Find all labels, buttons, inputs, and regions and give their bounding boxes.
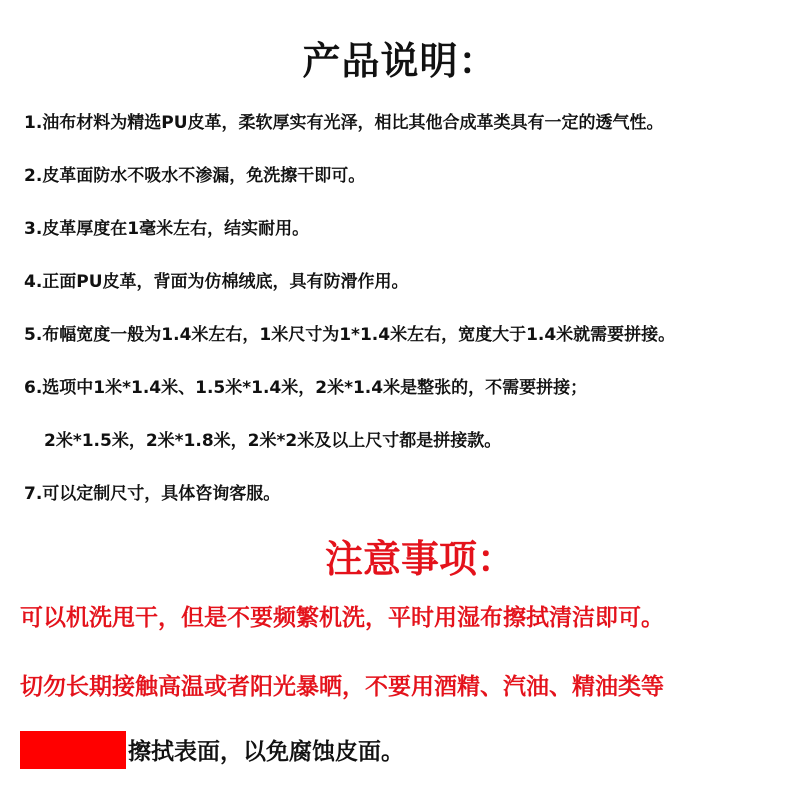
- spec-item-1: 1.油布材料为精选PU皮革，柔软厚实有光泽，相比其他合成革类具有一定的透气性。: [24, 113, 664, 133]
- redaction-block: [20, 731, 126, 769]
- spec-item-2: 2.皮革面防水不吸水不渗漏，免洗擦干即可。: [24, 166, 366, 186]
- spec-item-3: 3.皮革厚度在1毫米左右，结实耐用。: [24, 219, 310, 239]
- spec-item-7: 7.可以定制尺寸，具体咨询客服。: [24, 484, 281, 504]
- spec-item-6-continuation: 2米*1.5米，2米*1.8米，2米*2米及以上尺寸都是拼接款。: [44, 431, 502, 451]
- notice-line-3: 擦拭表面，以免腐蚀皮面。: [128, 739, 404, 765]
- notice-title: 注意事项：: [324, 537, 515, 581]
- spec-item-6: 6.选项中1米*1.4米、1.5米*1.4米，2米*1.4米是整张的，不需要拼接；: [24, 378, 588, 398]
- page-title: 产品说明：: [302, 39, 498, 83]
- spec-item-4: 4.正面PU皮革，背面为仿棉绒底，具有防滑作用。: [24, 272, 409, 292]
- notice-line-1: 可以机洗甩干，但是不要频繁机洗，平时用湿布擦拭清洁即可。: [20, 605, 664, 631]
- spec-item-5: 5.布幅宽度一般为1.4米左右，1米尺寸为1*1.4米左右，宽度大于1.4米就需要拼接。: [24, 325, 676, 345]
- notice-line-2: 切勿长期接触高温或者阳光暴晒，不要用酒精、汽油、精油类等: [20, 674, 664, 700]
